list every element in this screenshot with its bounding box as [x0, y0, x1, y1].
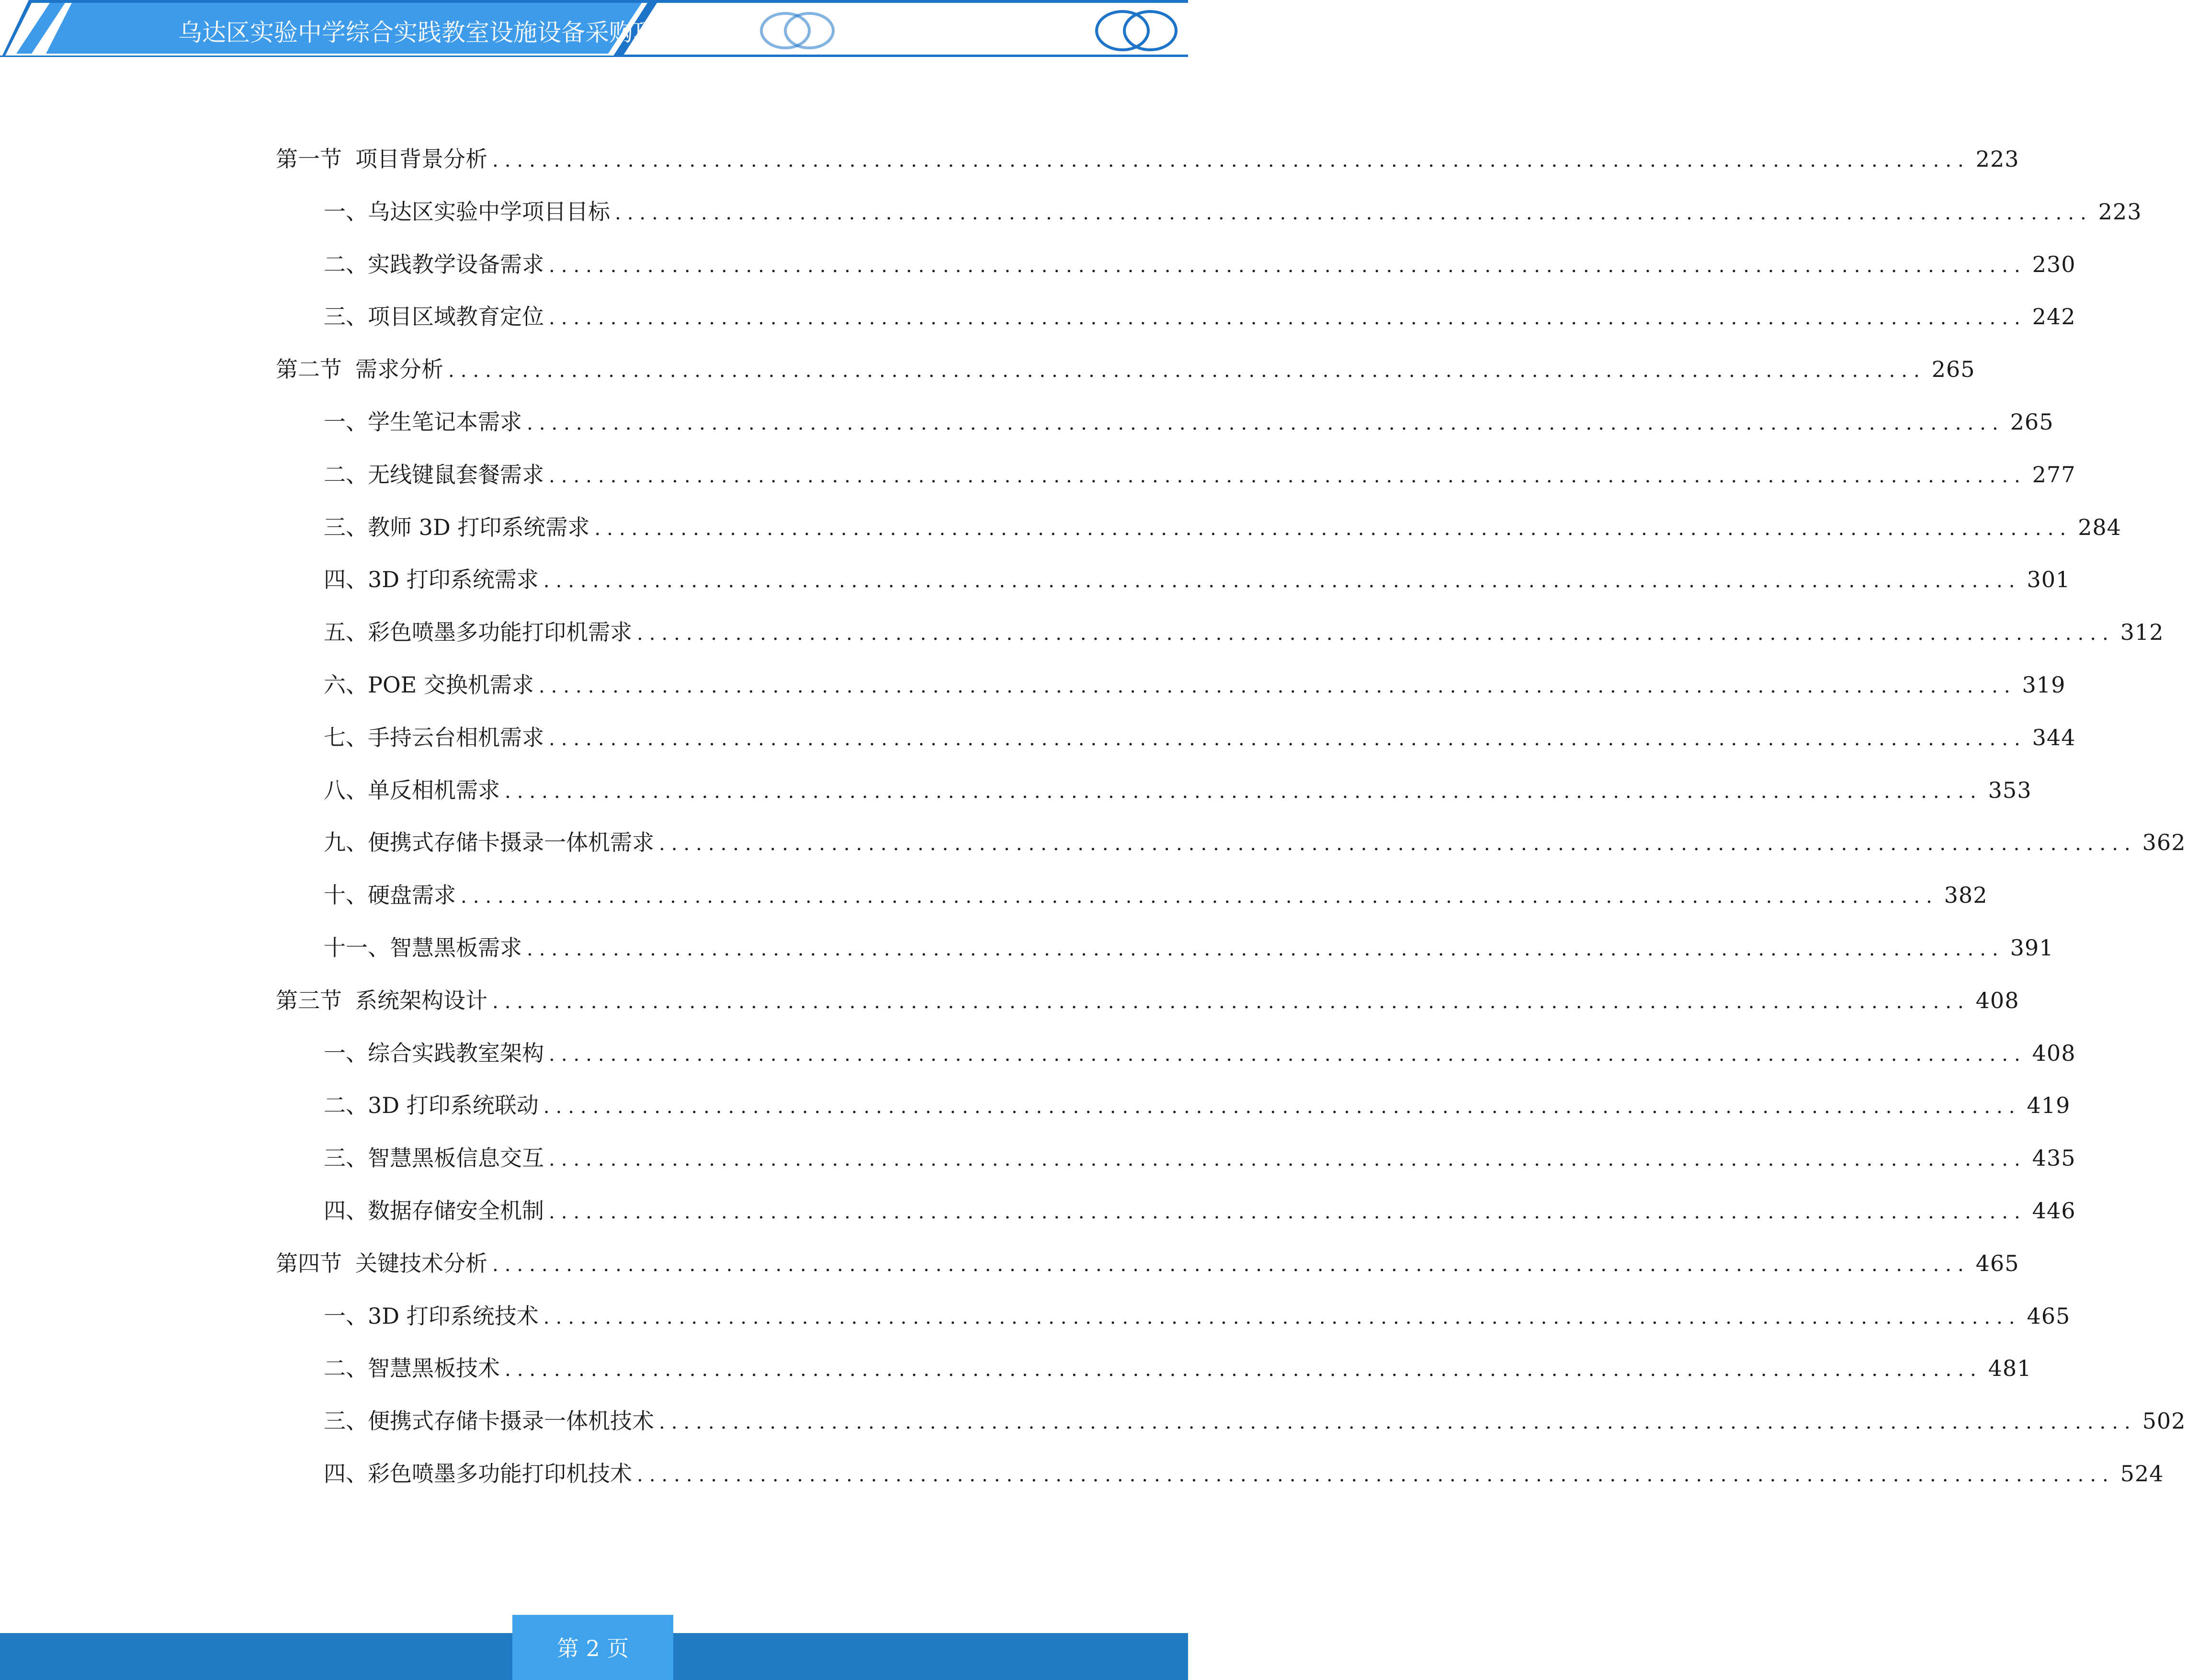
toc-title: 项目区域教育定位 — [368, 304, 544, 329]
toc-title: 3D 打印系统联动 — [368, 1092, 539, 1118]
toc-page-number: 284 — [2078, 514, 2121, 540]
toc-subsection-row[interactable] — [324, 721, 2076, 754]
page-header — [0, 0, 1188, 62]
toc-page-number: 408 — [2032, 1040, 2076, 1066]
toc-dot-leader: ........................................................................................................................ — [549, 1148, 2027, 1170]
toc-title: 学生笔记本需求 — [368, 409, 522, 435]
toc-number: 一、 — [324, 1303, 368, 1329]
toc-number: 一、 — [324, 199, 368, 225]
toc-dot-leader: ........................................................................................................................ — [659, 833, 2137, 855]
toc-title: POE 交换机需求 — [368, 672, 534, 698]
toc-number: 二、 — [324, 462, 368, 488]
toc-subsection-row[interactable] — [324, 878, 1988, 912]
toc-title: 综合实践教室架构 — [368, 1040, 544, 1066]
toc-dot-leader: ........................................................................................................................ — [549, 307, 2027, 329]
toc-dot-leader: ........................................................................................................................ — [549, 465, 2027, 487]
toc-title: 智慧黑板需求 — [390, 935, 522, 961]
toc-page-number: 353 — [1988, 777, 2032, 803]
toc-page-number: 502 — [2142, 1408, 2186, 1434]
toc-number: 二、 — [324, 251, 368, 277]
toc-subsection-row[interactable] — [324, 1404, 2186, 1438]
toc-page-number: 419 — [2027, 1092, 2071, 1118]
toc-dot-leader: ........................................................................................................................ — [615, 202, 2093, 224]
toc-number: 八、 — [324, 777, 368, 803]
toc-page-number: 524 — [2120, 1461, 2164, 1487]
toc-number: 二、 — [324, 1355, 368, 1381]
toc-dot-leader: ........................................................................................................................ — [549, 728, 2027, 750]
toc-dot-leader: ........................................................................................................................ — [492, 1254, 1970, 1276]
toc-number: 三、 — [324, 514, 368, 540]
toc-title: 教师 3D 打印系统需求 — [368, 514, 590, 540]
toc-section-row[interactable] — [276, 142, 2019, 176]
toc-title: 项目背景分析 — [355, 146, 487, 172]
toc-number: 五、 — [324, 619, 368, 645]
toc-number: 第一节 — [276, 146, 342, 172]
toc-title: 便携式存储卡摄录一体机技术 — [368, 1408, 654, 1434]
header-watermark-logo-icon — [757, 10, 843, 53]
toc-page-number: 265 — [2010, 409, 2054, 435]
toc-page-number: 362 — [2142, 829, 2186, 855]
toc-page-number: 344 — [2032, 725, 2076, 750]
toc-dot-leader: ........................................................................................................................ — [549, 1044, 2027, 1066]
toc-page-number: 465 — [1975, 1250, 2019, 1276]
toc-title: 单反相机需求 — [368, 777, 500, 803]
toc-title: 硬盘需求 — [368, 882, 456, 908]
toc-page-number: 435 — [2032, 1145, 2076, 1171]
toc-title: 无线键鼠套餐需求 — [368, 462, 544, 488]
toc-number: 三、 — [324, 1145, 368, 1171]
header-title: 乌达区实验中学综合实践教室设施设备采购项目 — [178, 19, 681, 46]
toc-title: 智慧黑板信息交互 — [368, 1145, 544, 1171]
toc-page-number: 481 — [1988, 1355, 2032, 1381]
toc-title: 关键技术分析 — [355, 1250, 487, 1276]
toc-number: 三、 — [324, 304, 368, 329]
toc-subsection-row[interactable] — [324, 668, 2066, 702]
toc-page-number: 391 — [2010, 935, 2054, 961]
toc-subsection-row[interactable] — [324, 1194, 2076, 1227]
toc-number: 第三节 — [276, 988, 342, 1013]
toc-number: 第二节 — [276, 356, 342, 382]
toc-title: 实践教学设备需求 — [368, 251, 544, 277]
toc-subsection-row[interactable] — [324, 195, 2142, 228]
toc-title: 乌达区实验中学项目目标 — [368, 199, 610, 225]
toc-dot-leader: ........................................................................................................................ — [659, 1411, 2137, 1433]
toc-title: 3D 打印系统技术 — [368, 1303, 539, 1329]
toc-dot-leader: ........................................................................................................................ — [505, 1359, 1982, 1381]
toc-page-number: 446 — [2032, 1198, 2076, 1224]
toc-number: 六、 — [324, 672, 368, 698]
toc-dot-leader: ........................................................................................................................ — [543, 1306, 2021, 1328]
toc-number: 七、 — [324, 725, 368, 750]
toc-section-row[interactable] — [276, 352, 1975, 386]
toc-dot-leader: ........................................................................................................................ — [543, 1096, 2021, 1118]
toc-subsection-row[interactable] — [324, 458, 2076, 491]
toc-subsection-row[interactable] — [324, 773, 2032, 807]
toc-number: 四、 — [324, 567, 368, 592]
toc-dot-leader: ........................................................................................................................ — [527, 938, 2005, 960]
toc-page-number: 265 — [1931, 356, 1975, 382]
toc-dot-leader: ........................................................................................................................ — [549, 255, 2027, 277]
toc-page-number: 382 — [1944, 882, 1988, 908]
toc-section-row[interactable] — [276, 1247, 2019, 1280]
toc-number: 十、 — [324, 882, 368, 908]
toc-title: 需求分析 — [355, 356, 443, 382]
toc-title: 数据存储安全机制 — [368, 1198, 544, 1224]
toc-page-number: 223 — [1975, 146, 2019, 172]
toc-page-number: 223 — [2098, 199, 2142, 225]
toc-number: 十一、 — [324, 935, 390, 961]
toc-dot-leader: ........................................................................................................................ — [492, 991, 1970, 1013]
toc-subsection-row[interactable] — [324, 511, 2121, 544]
toc-number: 四、 — [324, 1461, 368, 1487]
toc-subsection-row[interactable] — [324, 1299, 2071, 1333]
toc-subsection-row[interactable] — [324, 931, 2054, 965]
toc-page-number: 277 — [2032, 462, 2076, 488]
toc-page-number: 319 — [2022, 672, 2066, 698]
toc-page-number: 408 — [1975, 988, 2019, 1013]
toc-subsection-row[interactable] — [324, 1457, 2164, 1490]
toc-number: 三、 — [324, 1408, 368, 1434]
toc-title: 便携式存储卡摄录一体机需求 — [368, 829, 654, 855]
toc-dot-leader: ........................................................................................................................ — [549, 1201, 2027, 1223]
toc-page-number: 301 — [2027, 567, 2071, 592]
toc-dot-leader: ........................................................................................................................ — [594, 518, 2073, 540]
toc-title: 彩色喷墨多功能打印机技术 — [368, 1461, 632, 1487]
toc-dot-leader: ........................................................................................................................ — [492, 149, 1970, 171]
toc-page-number: 230 — [2032, 251, 2076, 277]
toc-number: 第四节 — [276, 1250, 342, 1276]
toc-subsection-row[interactable] — [324, 1089, 2071, 1122]
toc-number: 一、 — [324, 409, 368, 435]
toc-dot-leader: ........................................................................................................................ — [505, 781, 1982, 803]
toc-title: 彩色喷墨多功能打印机需求 — [368, 619, 632, 645]
toc-title: 3D 打印系统需求 — [368, 567, 539, 592]
toc-title: 智慧黑板技术 — [368, 1355, 500, 1381]
toc-number: 一、 — [324, 1040, 368, 1066]
toc-title: 手持云台相机需求 — [368, 725, 544, 750]
toc-page-number: 312 — [2120, 619, 2164, 645]
toc-dot-leader: ........................................................................................................................ — [543, 570, 2021, 592]
toc-dot-leader: ........................................................................................................................ — [637, 623, 2115, 645]
toc-section-row[interactable] — [276, 984, 2019, 1017]
toc-dot-leader: ........................................................................................................................ — [538, 675, 2016, 697]
toc-dot-leader: ........................................................................................................................ — [527, 412, 2005, 434]
toc-subsection-row[interactable] — [324, 248, 2076, 281]
toc-subsection-row[interactable] — [324, 1036, 2076, 1070]
toc-page-number: 465 — [2027, 1303, 2071, 1329]
toc-subsection-row[interactable] — [324, 563, 2071, 596]
toc-subsection-row[interactable] — [324, 826, 2186, 859]
toc-subsection-row[interactable] — [324, 405, 2054, 439]
toc-number: 九、 — [324, 829, 368, 855]
toc-number: 二、 — [324, 1092, 368, 1118]
toc-subsection-row[interactable] — [324, 300, 2076, 333]
toc-dot-leader: ........................................................................................................................ — [448, 360, 1926, 382]
toc-dot-leader: ........................................................................................................................ — [637, 1464, 2115, 1486]
toc-dot-leader: ........................................................................................................................ — [461, 885, 1938, 908]
toc-page-number: 242 — [2032, 304, 2076, 329]
toc-subsection-row[interactable] — [324, 615, 2164, 649]
toc-subsection-row[interactable] — [324, 1141, 2076, 1175]
double-ring-logo-icon — [1092, 7, 1183, 55]
toc-number: 四、 — [324, 1198, 368, 1224]
toc-title: 系统架构设计 — [355, 988, 487, 1013]
page-number: 第 2 页 — [556, 1635, 629, 1661]
toc-subsection-row[interactable] — [324, 1351, 2032, 1385]
